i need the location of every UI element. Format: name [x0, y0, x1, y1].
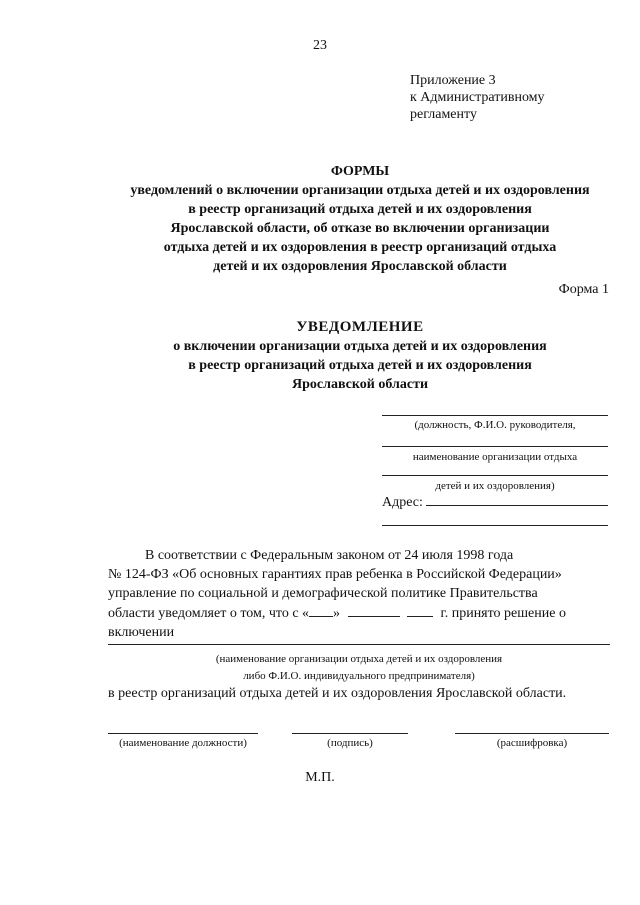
forms-subtitle-line: уведомлений о включении организации отдыха детей и их оздоровления	[130, 183, 590, 198]
recipient-fill-line[interactable]	[382, 475, 608, 476]
recipient-fill-line[interactable]	[382, 415, 608, 416]
closing-text: в реестр организаций отдыха детей и их оздоровления Ярославской области.	[108, 686, 567, 701]
seal-placeholder: М.П.	[305, 770, 335, 785]
body-line-date: области уведомляет о том, что с « » г. принято решение о	[108, 603, 612, 623]
appendix-line: регламенту	[410, 107, 477, 122]
position-caption: (наименование должности)	[119, 737, 247, 749]
recipient-caption: наименование организации отдыха	[412, 451, 578, 463]
forms-subtitle-line: детей и их оздоровления Ярославской области	[213, 259, 507, 274]
recipient-caption: детей и их оздоровления)	[435, 480, 555, 492]
forms-subtitle-line: в реестр организаций отдыха детей и их оздоровления	[188, 202, 532, 217]
forms-header	[100, 162, 620, 276]
appendix-line: Приложение 3	[410, 73, 496, 88]
address-fill-line[interactable]	[382, 525, 608, 526]
organization-fill-line[interactable]	[108, 644, 610, 645]
notice-header	[100, 318, 620, 394]
body-line: управление по социальной и демографической политике Правительства	[108, 586, 538, 601]
body-line: включении	[108, 625, 175, 640]
form-number: Форма 1	[558, 282, 609, 297]
position-signature-line[interactable]	[108, 733, 258, 734]
notice-subtitle-line: Ярославской области	[291, 377, 429, 392]
appendix-reference	[410, 72, 545, 123]
forms-subtitle-line: отдыха детей и их оздоровления в реестр организаций отдыха	[163, 240, 557, 255]
decoding-caption: (расшифровка)	[496, 737, 568, 749]
recipient-caption: (должность, Ф.И.О. руководителя,	[414, 419, 576, 431]
month-field[interactable]	[348, 603, 400, 617]
body-line: В соответствии с Федеральным законом от 24 июля 1998 года	[145, 548, 514, 563]
notice-body	[108, 546, 612, 642]
page-number: 23	[313, 38, 327, 53]
organization-caption: (наименование организации отдыха детей и их оздоровления либо Ф.И.О. индивидуального предпринимателя)	[215, 653, 503, 682]
recipient-fill-line[interactable]	[382, 446, 608, 447]
address-label: Адрес:	[382, 495, 423, 510]
forms-title: ФОРМЫ	[330, 164, 390, 179]
notice-subtitle-line: о включении организации отдыха детей и их оздоровления	[173, 339, 547, 354]
address-row	[382, 492, 608, 511]
signature-caption: (подпись)	[327, 737, 373, 749]
notice-title: УВЕДОМЛЕНИЕ	[296, 319, 424, 335]
decoding-signature-line[interactable]	[455, 733, 609, 734]
day-field[interactable]	[309, 603, 333, 617]
year-field[interactable]	[407, 603, 433, 617]
notice-subtitle-line: в реестр организаций отдыха детей и их оздоровления	[188, 358, 532, 373]
forms-subtitle-line: Ярославской области, об отказе во включении организации	[170, 221, 550, 236]
body-line: № 124-ФЗ «Об основных гарантиях прав ребенка в Российской Федерации»	[108, 567, 562, 582]
address-field[interactable]	[426, 492, 608, 506]
signature-line[interactable]	[292, 733, 408, 734]
appendix-line: к Административному	[410, 90, 545, 105]
